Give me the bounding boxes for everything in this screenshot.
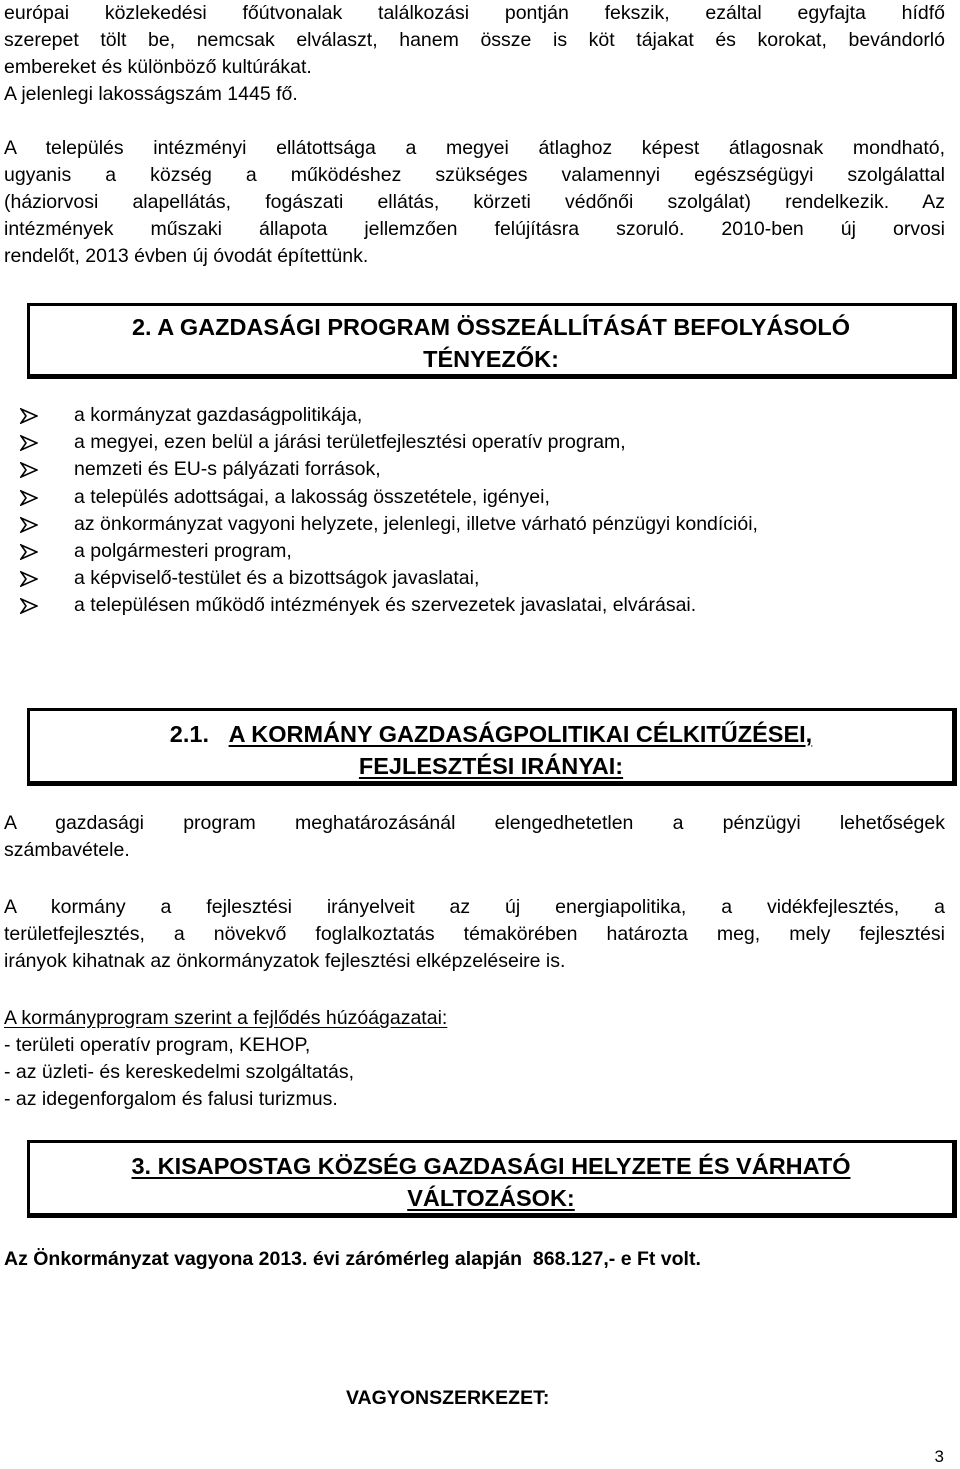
arrow-bullet-icon <box>20 544 38 560</box>
section-2-1-heading <box>27 708 957 786</box>
arrow-bullet-icon <box>20 435 38 451</box>
heading-line: 2. A GAZDASÁGI PROGRAM ÖSSZEÁLLÍTÁSÁT BEFOLYÁSOLÓ <box>131 314 851 340</box>
text-line: A kormány a fejlesztési irányelveit az új energiapolitika, a vidékfejlesztés, a <box>4 896 945 918</box>
list-item <box>20 592 758 619</box>
text-line: (háziorvosi alapellátás, fogászati ellátás, körzeti védőnői szolgálat) rendelkezik. Az <box>4 191 945 213</box>
list-item <box>20 538 758 565</box>
text-line: intézmények műszaki állapota jellemzően felújításra szoruló. 2010-ben új orvosi <box>4 218 945 240</box>
heading-text: A KORMÁNY GAZDASÁGPOLITIKAI CÉLKITŰZÉSEI, <box>228 721 813 747</box>
text-line: A gazdasági program meghatározásánál elengedhetetlen a pénzügyi lehetőségek <box>4 812 945 834</box>
sector-item: - területi operatív program, KEHOP, <box>4 1034 311 1056</box>
sector-item: - az idegenforgalom és falusi turizmus. <box>4 1088 338 1110</box>
arrow-bullet-icon <box>20 598 38 614</box>
text-line: A település intézményi ellátottsága a megyei átlaghoz képest átlagosnak mondható, <box>4 137 945 159</box>
heading-line: VÁLTOZÁSOK: <box>407 1185 575 1211</box>
assets-sentence: Az Önkormányzat vagyona 2013. évi zárómérleg alapján 868.127,- e Ft volt. <box>4 1248 701 1270</box>
list-item <box>20 565 758 592</box>
text-line: európai közlekedési főútvonalak találkozási pontján fekszik, ezáltal egyfajta hídfő <box>4 2 945 24</box>
text-line: A jelenlegi lakosságszám 1445 fő. <box>4 83 298 105</box>
intro-paragraph <box>4 0 945 108</box>
factors-list <box>20 402 758 620</box>
arrow-bullet-icon <box>20 571 38 587</box>
heading-line: FEJLESZTÉSI IRÁNYAI: <box>358 753 624 779</box>
list-item-text: nemzeti és EU-s pályázati források, <box>74 458 381 481</box>
section-2-heading <box>27 303 957 379</box>
financial-paragraph <box>4 810 945 864</box>
arrow-bullet-icon <box>20 490 38 506</box>
section-3-heading <box>27 1140 957 1218</box>
list-item-text: a polgármesteri program, <box>74 539 292 562</box>
arrow-bullet-icon <box>20 517 38 533</box>
sectors-block <box>4 1005 945 1113</box>
list-item-text: a település adottságai, a lakosság összetétele, igényei, <box>74 485 550 508</box>
text-line: ugyanis a község a működéshez szükséges valamennyi egészségügyi szolgálattal <box>4 164 945 186</box>
list-item <box>20 429 758 456</box>
list-item <box>20 402 758 429</box>
institutions-paragraph <box>4 135 945 270</box>
text-line: rendelőt, 2013 évben új óvodát építettünk. <box>4 245 369 267</box>
list-item <box>20 484 758 511</box>
list-item-text: az önkormányzat vagyoni helyzete, jelenlegi, illetve várható pénzügyi kondíciói, <box>74 512 758 535</box>
list-item-text: a településen működő intézmények és szervezetek javaslatai, elvárásai. <box>74 594 697 617</box>
text-line: területfejlesztés, a növekvő foglalkoztatás témakörében határozta meg, mely fejlesztési <box>4 923 945 945</box>
sectors-heading: A kormányprogram szerint a fejlődés húzóágazatai: <box>4 1007 448 1029</box>
heading-line <box>30 718 952 750</box>
heading-line: 3. KISAPOSTAG KÖZSÉG GAZDASÁGI HELYZETE ÉS VÁRHATÓ <box>131 1153 851 1179</box>
sector-item: - az üzleti- és kereskedelmi szolgáltatás, <box>4 1061 355 1083</box>
text-line: embereket és különböző kultúrákat. <box>4 56 312 78</box>
text-line: számbavétele. <box>4 839 130 861</box>
list-item-text: a megyei, ezen belül a járási területfejlesztési operatív program, <box>74 431 626 454</box>
heading-line: TÉNYEZŐK: <box>423 346 559 372</box>
text-line: szerepet tölt be, nemcsak elválaszt, hanem össze is köt tájakat és korokat, bevándorló <box>4 29 945 51</box>
arrow-bullet-icon <box>20 408 38 424</box>
structure-heading: VAGYONSZERKEZET: <box>346 1387 550 1409</box>
list-item-text: a képviselő-testület és a bizottságok javaslatai, <box>74 567 480 590</box>
government-paragraph <box>4 894 945 975</box>
list-item-text: a kormányzat gazdaságpolitikája, <box>74 404 363 426</box>
section-number: 2.1. <box>169 721 209 747</box>
page-number: 3 <box>934 1447 944 1466</box>
list-item <box>20 456 758 483</box>
list-item <box>20 511 758 538</box>
arrow-bullet-icon <box>20 462 38 478</box>
text-line: irányok kihatnak az önkormányzatok fejlesztési elképzeléseire is. <box>4 950 566 972</box>
